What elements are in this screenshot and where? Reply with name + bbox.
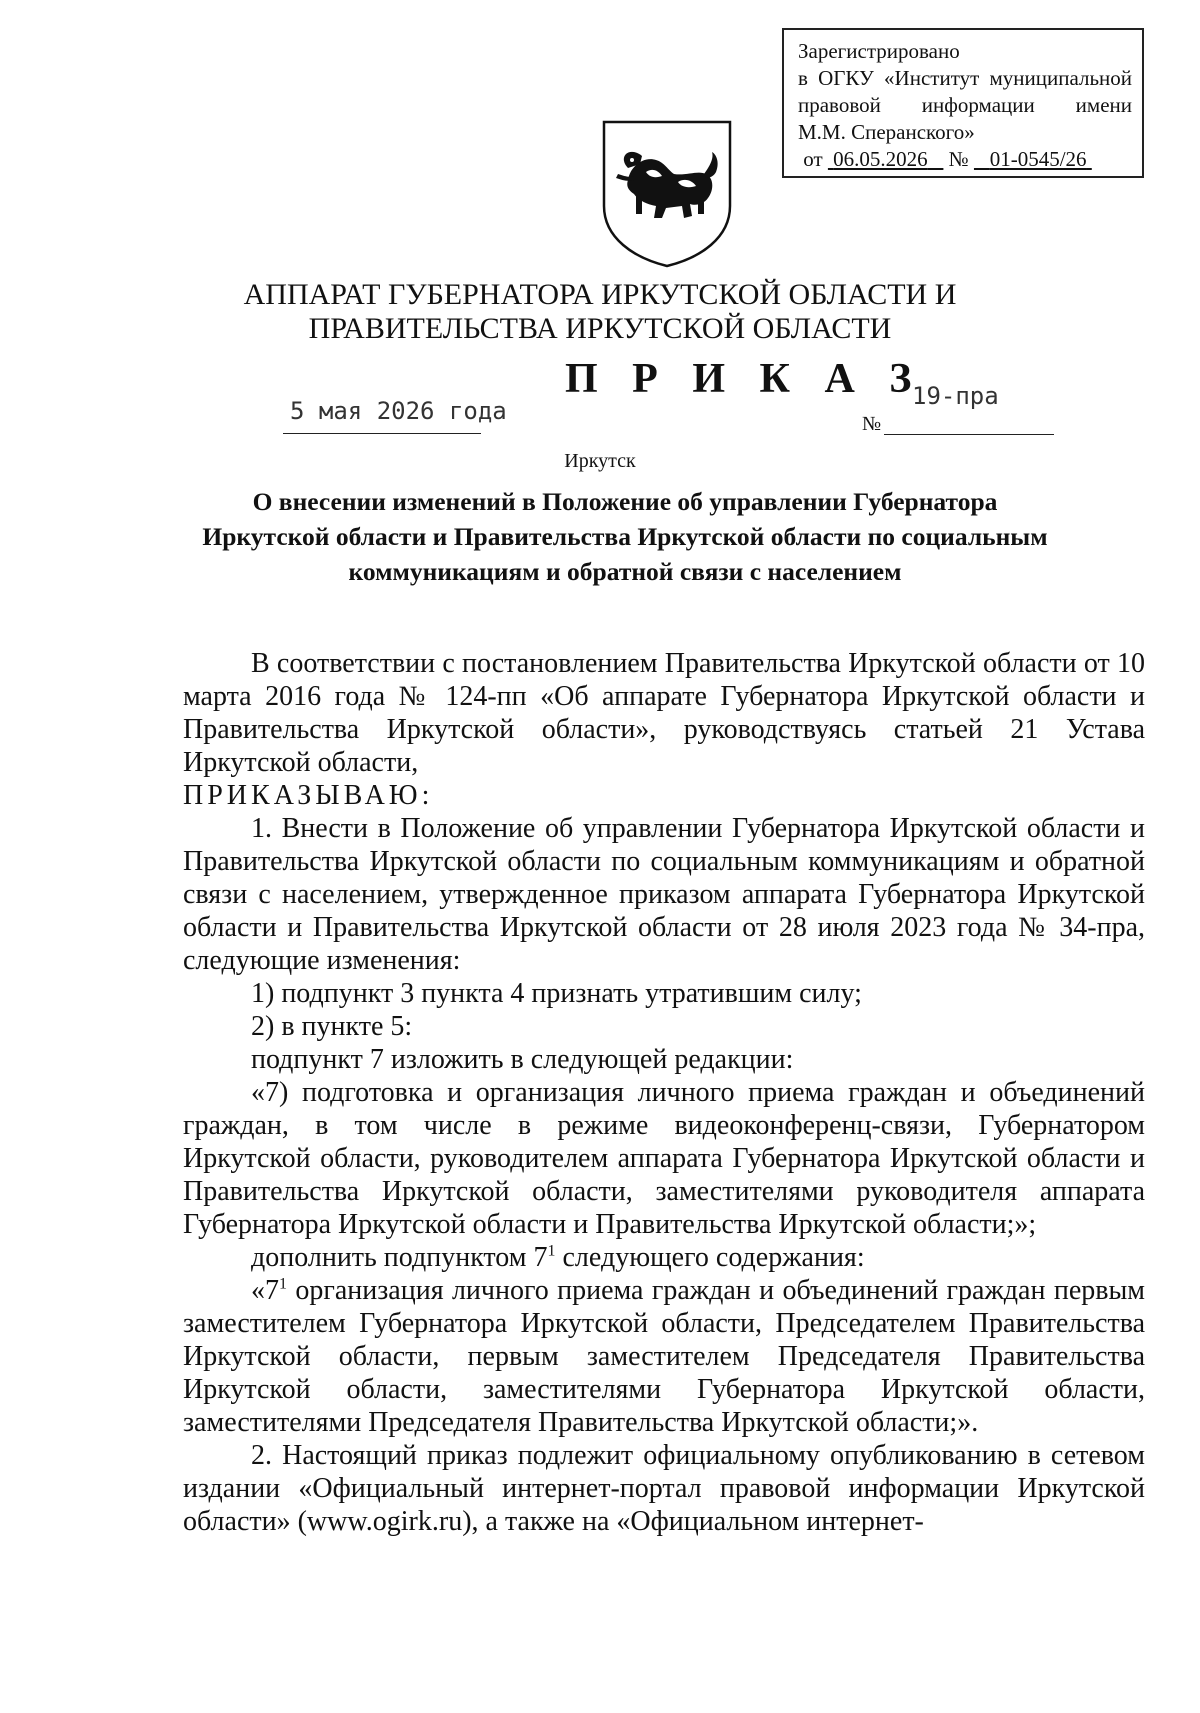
order-word: ПРИКАЗЫВАЮ: bbox=[183, 780, 434, 811]
subitem-1-2b-text: «$7^1$ организация личного приема граждан и объединений граждан первым заместителем Губернатора Иркутской области, Председателем Правительства Иркутской области, первым заместителем Председателя Правительства Иркутской области, заместителями Губернатора Иркутской области, заместителями Председателя Правительства Иркутской области;». bbox=[183, 1275, 1145, 1438]
registration-stamp bbox=[782, 28, 1144, 178]
stamp-number-prefix: № bbox=[948, 147, 969, 171]
city: Иркутск bbox=[564, 450, 636, 472]
subitem-1-2b: дополнить подпунктом $7^1$ следующего содержания: bbox=[251, 1242, 865, 1273]
paragraph-2: 2. Настоящий приказ подлежит официальному опубликованию в сетевом издании «Официальный интернет-портал правовой информации Иркутской области» (www.ogirk.ru), а также на «Официальном интернет- bbox=[183, 1440, 1145, 1537]
stamp-line-4: М.М. Сперанского» bbox=[798, 120, 975, 144]
stamp-date-prefix: от bbox=[803, 147, 823, 171]
document-title: О внесении изменений в Положение об управлении Губернатора Иркутской области и Правительства Иркутской области по социальным коммуникациям и обратной связи с населением bbox=[202, 487, 1048, 586]
stamp-registration-line bbox=[798, 146, 1132, 173]
stamp-line-2: в ОГКУ «Институт муниципальной bbox=[798, 66, 1132, 90]
number-underline bbox=[884, 434, 1054, 435]
stamp-number: 01-0545/26 bbox=[989, 147, 1087, 171]
date-underline bbox=[283, 433, 481, 434]
order-number: 19-пра bbox=[912, 382, 999, 410]
number-prefix: № bbox=[862, 413, 882, 435]
stamp-line-3: правовой информации имени bbox=[798, 93, 1132, 117]
subitem-1-2: 2) в пункте 5: bbox=[251, 1011, 413, 1042]
preamble: В соответствии с постановлением Правительства Иркутской области от 10 марта 2016 года № 124-пп «Об аппарате Губернатора Иркутской области и Правительства Иркутской области», руководствуясь статьей 21 Устава Иркутской области, bbox=[183, 648, 1145, 778]
document-body bbox=[183, 647, 1145, 1538]
subitem-1-2a-text: «7) подготовка и организация личного приема граждан и объединений граждан, в том числе в режиме видеоконференц-связи, Губернатором Иркутской области, руководителем аппарата Губернатора Иркутской области и Правительства Иркутской области, заместителями руководителя аппарата Губернатора Иркутской области и Правительства Иркутской области;»; bbox=[183, 1077, 1145, 1240]
organization-line-2: ПРАВИТЕЛЬСТВА ИРКУТСКОЙ ОБЛАСТИ bbox=[308, 312, 892, 345]
document-type: П Р И К А З bbox=[565, 356, 924, 402]
stamp-date: 06.05.2026 bbox=[833, 147, 928, 171]
order-date: 5 мая 2026 года bbox=[290, 397, 507, 425]
stamp-line-1: Зарегистрировано bbox=[798, 39, 960, 63]
organization-line-1: АППАРАТ ГУБЕРНАТОРА ИРКУТСКОЙ ОБЛАСТИ И bbox=[243, 278, 957, 311]
subitem-1-1: 1) подпункт 3 пункта 4 признать утратившим силу; bbox=[251, 978, 862, 1009]
paragraph-1: 1. Внести в Положение об управлении Губернатора Иркутской области и Правительства Иркутской области по социальным коммуникациям и обратной связи с населением, утвержденное приказом аппарата Губернатора Иркутской области и Правительства Иркутской области от 28 июля 2023 года № 34-пра, следующие изменения: bbox=[183, 813, 1145, 976]
irkutsk-coat-of-arms-icon bbox=[600, 118, 734, 268]
subitem-1-2a: подпункт 7 изложить в следующей редакции: bbox=[251, 1044, 794, 1075]
